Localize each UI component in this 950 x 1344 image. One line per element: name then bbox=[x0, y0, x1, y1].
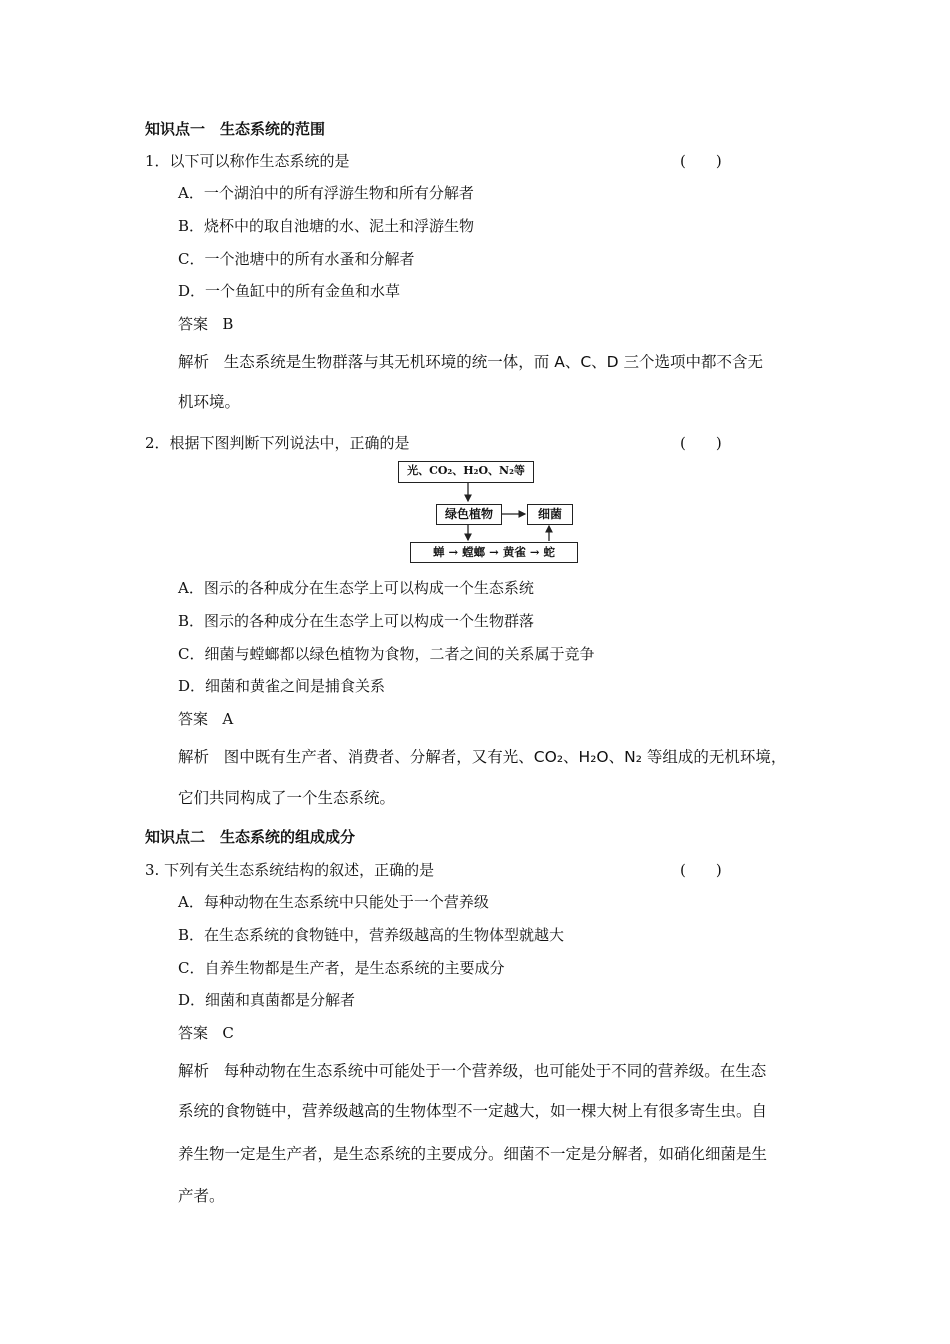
diagram-food-chain-box: 蝉 → 螳螂 → 黄雀 → 蛇 bbox=[410, 542, 578, 563]
question-1-answer bbox=[178, 313, 233, 334]
answer-value: B bbox=[222, 315, 234, 333]
question-3-explanation-line-1 bbox=[178, 1059, 766, 1081]
question-2-option-c: C．细菌与螳螂都以绿色植物为食物，二者之间的关系属于竞争 bbox=[178, 645, 595, 663]
question-3-option-c: C．自养生物都是生产者，是生态系统的主要成分 bbox=[178, 959, 505, 977]
explanation-label: 解析 bbox=[178, 353, 210, 371]
food-web-diagram bbox=[398, 461, 581, 565]
explanation-label: 解析 bbox=[178, 1062, 210, 1080]
question-2-stem: 2．根据下图判断下列说法中，正确的是 bbox=[145, 434, 410, 452]
question-3-option-b: B．在生态系统的食物链中，营养级越高的生物体型就越大 bbox=[178, 926, 565, 944]
question-3-stem: 3. 下列有关生态系统结构的叙述，正确的是 bbox=[145, 861, 435, 879]
explanation-text: 生态系统是生物群落与其无机环境的统一体，而 A、C、D 三个选项中都不含无 bbox=[223, 353, 764, 371]
question-3-answer-blank: ( ) bbox=[680, 861, 722, 879]
answer-label: 答案 bbox=[178, 315, 209, 333]
question-1-explanation-line-2: 机环境。 bbox=[178, 393, 241, 411]
question-1-explanation-line-1 bbox=[178, 350, 763, 372]
question-1-option-d: D．一个鱼缸中的所有金鱼和水草 bbox=[178, 282, 401, 300]
question-2-explanation-line-2: 它们共同构成了一个生态系统。 bbox=[178, 789, 396, 807]
question-2-explanation-line-1 bbox=[178, 745, 786, 767]
explanation-text: 图中既有生产者、消费者、分解者，又有光、CO₂、H₂O、N₂ 等组成的无机环境， bbox=[223, 748, 787, 766]
question-1-option-a: A．一个湖泊中的所有浮游生物和所有分解者 bbox=[178, 184, 474, 202]
answer-value: A bbox=[222, 710, 234, 728]
question-1-option-b: B．烧杯中的取自池塘的水、泥土和浮游生物 bbox=[178, 217, 475, 235]
question-1-stem: 1．以下可以称作生态系统的是 bbox=[145, 152, 350, 170]
question-3-option-a: A．每种动物在生态系统中只能处于一个营养级 bbox=[178, 893, 489, 911]
diagram-abiotic-box: 光、CO₂、H₂O、N₂等 bbox=[398, 461, 534, 483]
answer-label: 答案 bbox=[178, 710, 209, 728]
question-2-option-a: A．图示的各种成分在生态学上可以构成一个生态系统 bbox=[178, 579, 534, 597]
question-3-answer bbox=[178, 1022, 234, 1043]
explanation-text: 每种动物在生态系统中可能处于一个营养级，也可能处于不同的营养级。在生态 bbox=[223, 1062, 767, 1080]
question-2-option-b: B．图示的各种成分在生态学上可以构成一个生物群落 bbox=[178, 612, 535, 630]
question-3-explanation-line-4: 产者。 bbox=[178, 1187, 225, 1205]
question-1-option-c: C．一个池塘中的所有水蚤和分解者 bbox=[178, 250, 415, 268]
answer-label: 答案 bbox=[178, 1024, 209, 1042]
answer-value: C bbox=[222, 1024, 234, 1042]
section-title-2: 知识点二 生态系统的组成成分 bbox=[145, 828, 356, 846]
question-3-explanation-line-2: 系统的食物链中，营养级越高的生物体型不一定越大，如一棵大树上有很多寄生虫。自 bbox=[178, 1102, 768, 1120]
question-2-answer-blank: ( ) bbox=[680, 434, 722, 452]
section-title-1: 知识点一 生态系统的范围 bbox=[145, 120, 326, 138]
question-2-option-d: D．细菌和黄雀之间是捕食关系 bbox=[178, 677, 386, 695]
diagram-decomposer-box: 细菌 bbox=[527, 504, 573, 525]
explanation-label: 解析 bbox=[178, 748, 210, 766]
question-2-answer bbox=[178, 708, 233, 729]
question-3-explanation-line-3: 养生物一定是生产者，是生态系统的主要成分。细菌不一定是分解者，如硝化细菌是生 bbox=[178, 1145, 768, 1163]
question-1-answer-blank: ( ) bbox=[680, 152, 722, 170]
diagram-producer-box: 绿色植物 bbox=[436, 504, 502, 525]
question-3-option-d: D．细菌和真菌都是分解者 bbox=[178, 991, 356, 1009]
